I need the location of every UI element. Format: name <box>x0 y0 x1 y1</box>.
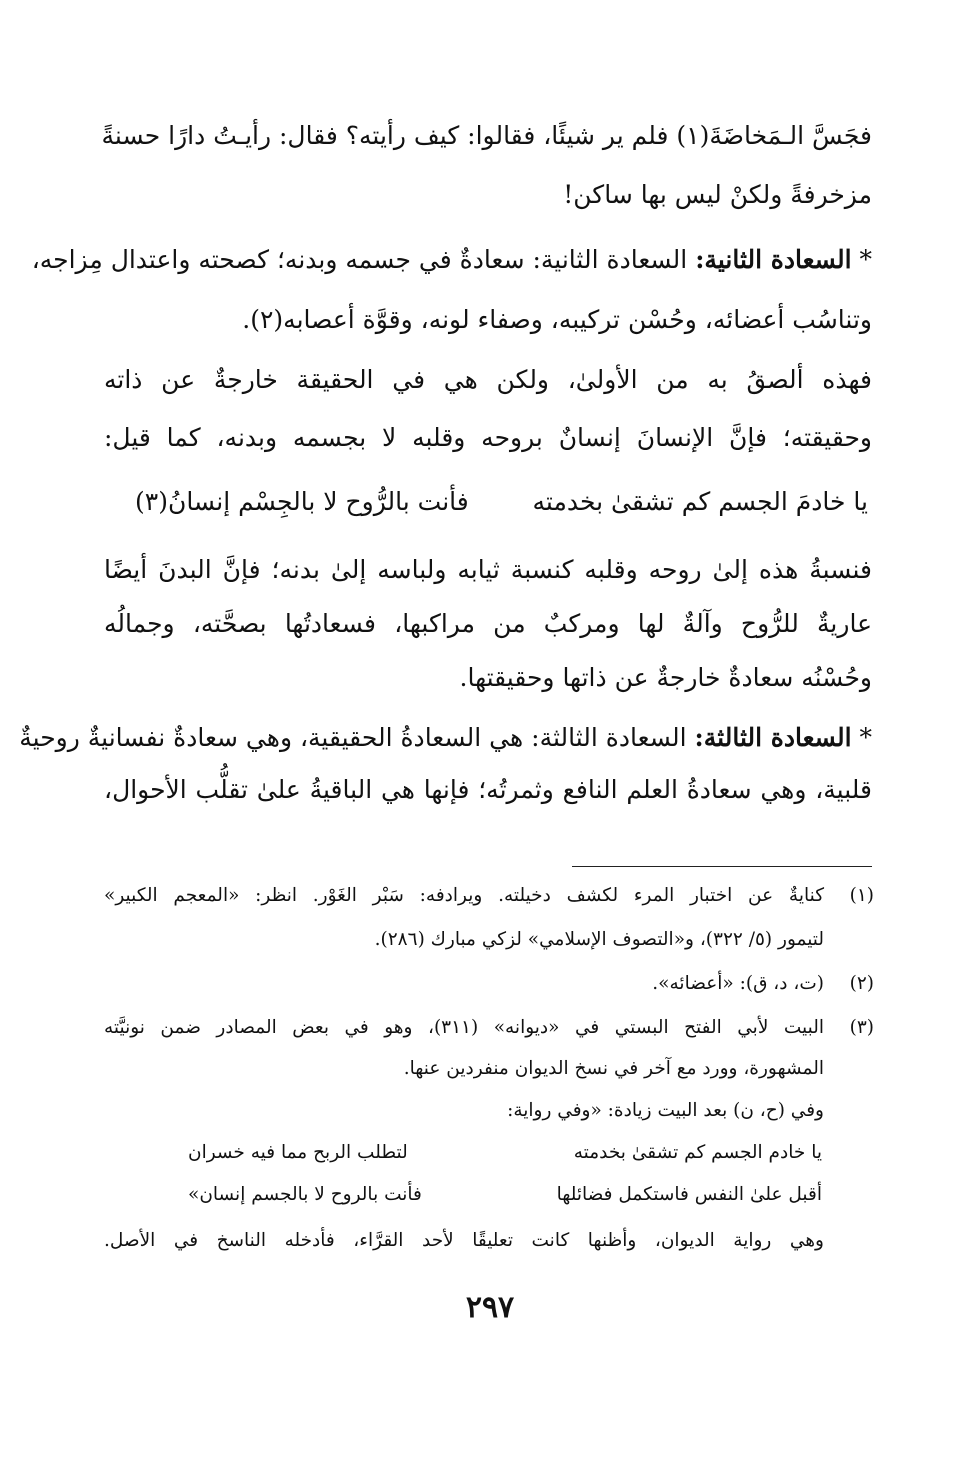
footnote-separator <box>572 866 872 867</box>
body-line-9: وحُسْنُه سعادةٌ خارجةٌ عن ذاتها وحقيقتها. <box>459 663 872 692</box>
body-line-10 <box>19 718 872 758</box>
section-heading-second: السعادة الثانية: <box>695 245 852 274</box>
body-line-10-text: السعادة الثالثة: هي السعادةُ الحقيقية، وهي سعادةٌ نفسانيةٌ روحيةٌ <box>19 723 687 752</box>
footnote-number-3: (٣) <box>849 1017 874 1038</box>
body-line-3-text: السعادة الثانية: سعادةٌ في جسمه وبدنه؛ كصحته واعتدال مِزاجه، <box>31 245 688 274</box>
footnote-3-line-2: المشهورة، وورد مع آخر في نسخ الديوان منفردين عنها. <box>403 1058 824 1079</box>
body-line-11: قلبية، وهي سعادةُ العلم النافع وثمرتُه؛ فإنها هي الباقيةُ علىٰ تقلُّب الأحوال، <box>104 775 872 804</box>
section-heading-third: السعادة الثالثة: <box>694 723 852 752</box>
body-line-1: فجَسَّ الـمَخاضَةَ(١) فلم ير شيئًا، فقالوا: كيف رأيته؟ فقال: رأيـتُ دارًا حسنةً <box>101 121 872 150</box>
footnote-3-line-3: وفي (ح، ن) بعد البيت زيادة: «وفي رواية: <box>507 1100 824 1121</box>
footnote-1-line-1: كنايةٌ عن اختبار المرء لكشف دخيلته. ويرادفه: سَبْر الغَوْر. انظر: «المعجم الكبير» <box>104 885 824 906</box>
footnote-number-1: (١) <box>849 885 874 906</box>
body-line-6: وحقيقته؛ فإنَّ الإنسانَ إنسانٌ بروحه وقلبه لا بجسمه وبدنه، كما قيل: <box>104 423 872 452</box>
body-line-2: مزخرفةً ولكنْ ليس بها ساكن! <box>563 180 872 209</box>
star-marker: * <box>859 245 872 274</box>
body-line-4: وتناسُب أعضائه، وحُسْن تركيبه، وصفاء لونه، وقوَّة أعصابه(٢). <box>242 305 872 334</box>
footnote-1-line-2: لتيمور (٥/ ٣٢٢)، و«التصوف الإسلامي» لزكي مبارك (٢٨٦). <box>374 929 824 950</box>
footnote-3-line-1: البيت لأبي الفتح البستي في «ديوانه» (٣١١)، وهو في بعض المصادر ضمن نونيَّته <box>104 1017 824 1038</box>
verse-first-hemistich: يا خادمَ الجسم كم تشقىٰ بخدمته <box>532 487 868 516</box>
footnote-verse-2-second: فأنت بالروح لا بالجسم إنسان» <box>188 1184 422 1205</box>
page-number: ٢٩٧ <box>465 1290 515 1325</box>
footnote-verse-1-second: لتطلب الربح مما فيه خسران <box>188 1142 408 1163</box>
verse-second-hemistich: فأنت بالرُّوح لا بالجِسْم إنسانُ(٣) <box>135 487 469 516</box>
footnote-verse-2-first: أقبل علىٰ النفس فاستكمل فضائلها <box>556 1184 822 1205</box>
body-line-5: فهذه ألصقُ به من الأولىٰ، ولكن هي في الحقيقة خارجةٌ عن ذاته <box>104 365 872 394</box>
footnote-number-2: (٢) <box>849 973 874 994</box>
body-line-3 <box>31 240 872 280</box>
footnote-verse-1-first: يا خادم الجسم كم تشقىٰ بخدمته <box>573 1142 822 1163</box>
star-marker: * <box>859 723 872 752</box>
body-line-8: عاريةٌ للرُّوح وآلةٌ لها ومركبٌ من مراكبها، فسعادتُها بصحَّته، وجمالُه <box>104 609 872 638</box>
footnote-2-line-1: (ت، د، ق): «أعضائه». <box>652 973 824 994</box>
body-line-7: فنسبةُ هذه إلىٰ روحه وقلبه كنسبة ثيابه ولباسه إلىٰ بدنه؛ فإنَّ البدنَ أيضًا <box>104 555 872 584</box>
footnote-3-last-line: وهي رواية الديوان، وأظنها كانت تعليقًا لأحد القرَّاء، فأدخله الناسخ في الأصل. <box>104 1230 824 1251</box>
